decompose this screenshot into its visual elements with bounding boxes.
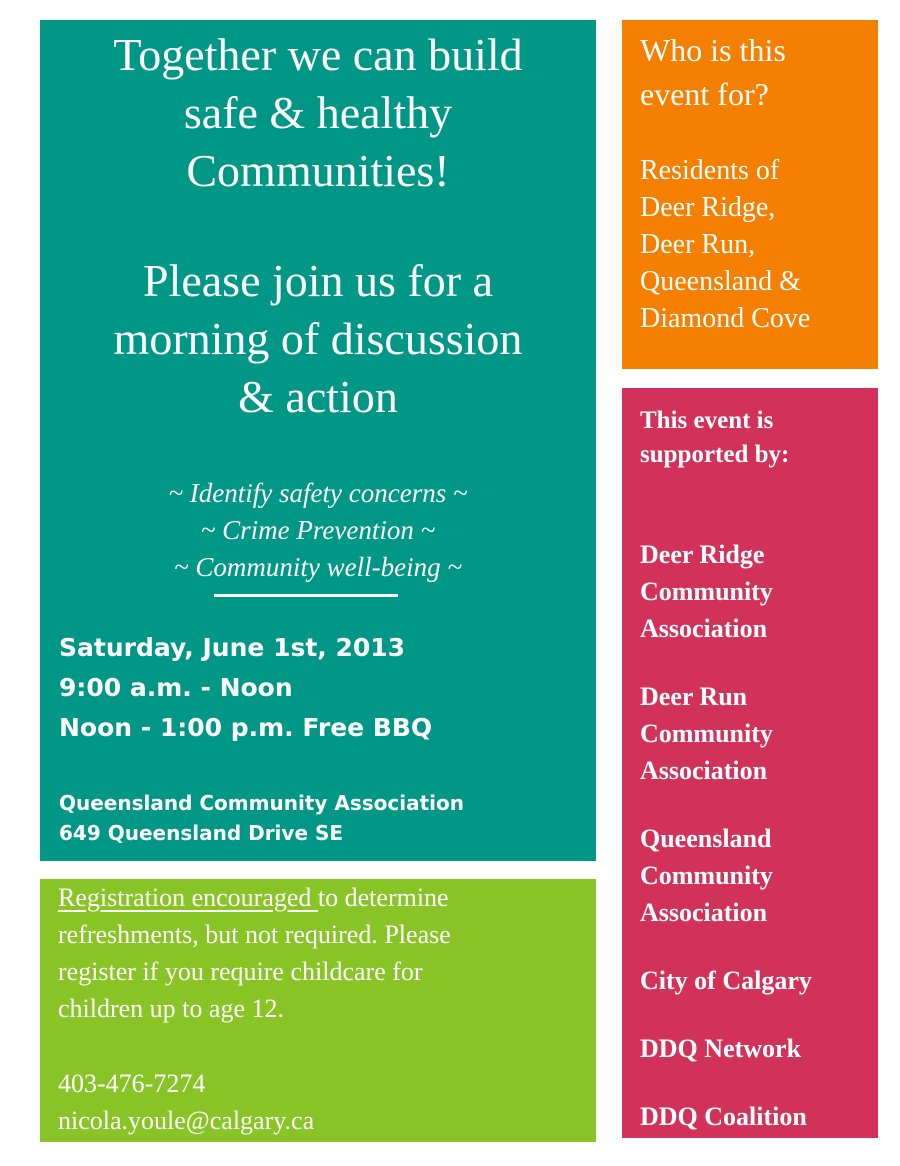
supporters-title (640, 404, 789, 472)
supporter-line: City of Calgary (640, 966, 812, 995)
supporter-line: DDQ Network (640, 1034, 802, 1063)
subheadline-line: & action (238, 371, 398, 422)
event-schedule (59, 628, 432, 748)
supporter-city-of-calgary (640, 962, 812, 999)
supporters-title-line: This event is (640, 407, 774, 434)
supporters-list (640, 536, 812, 1166)
supporter-line: Association (640, 614, 768, 643)
topics-list (40, 475, 596, 586)
headline-line: Communities! (186, 145, 450, 196)
audience-title-line: Who is this (640, 32, 786, 68)
event-date: Saturday, June 1st, 2013 (59, 633, 406, 662)
registration-emphasis: Registration encouraged (58, 883, 318, 912)
event-details-panel (40, 20, 596, 861)
registration-panel (40, 879, 596, 1142)
audience-line: Deer Ridge, (640, 192, 776, 223)
topic-item: ~ Crime Prevention ~ (200, 515, 436, 545)
registration-line: register if you require childcare for (58, 957, 423, 986)
event-time: 9:00 a.m. - Noon (59, 673, 293, 702)
registration-line-rest: to determine (317, 883, 449, 912)
audience-line: Queensland & (640, 266, 801, 297)
supporter-line: DDQ Coalition (640, 1102, 807, 1131)
supporter-line: Deer Run (640, 682, 748, 711)
headline (40, 26, 596, 200)
supporter-line: Deer Ridge (640, 540, 765, 569)
supporter-line: Association (640, 898, 768, 927)
contact-email[interactable]: nicola.youle@calgary.ca (58, 1106, 315, 1135)
supporter-ddq-coalition (640, 1098, 812, 1135)
subheadline-line: Please join us for a (142, 255, 494, 306)
audience-line: Diamond Cove (640, 303, 811, 334)
supporter-line: Association (640, 756, 768, 785)
supporter-line: Community (640, 861, 773, 890)
registration-line: children up to age 12. (58, 994, 284, 1023)
subheadline-line: morning of discussion (113, 313, 523, 364)
supporter-queensland (640, 820, 812, 931)
headline-line: Together we can build (113, 29, 523, 80)
supporter-ddq-network (640, 1030, 812, 1067)
divider (214, 594, 398, 597)
audience-list (640, 152, 810, 337)
supporter-line: Queensland (640, 824, 772, 853)
supporter-line: Community (640, 719, 773, 748)
supporter-line: Community (640, 577, 773, 606)
venue-address: 649 Queensland Drive SE (59, 821, 344, 845)
audience-title-line: event for? (640, 76, 769, 112)
topic-item: ~ Community well-being ~ (174, 552, 462, 582)
event-location (59, 788, 464, 848)
audience-panel (622, 20, 878, 369)
event-bbq-time: Noon - 1:00 p.m. Free BBQ (59, 713, 433, 742)
topic-item: ~ Identify safety concerns ~ (168, 478, 468, 508)
registration-line (58, 879, 588, 916)
registration-line: refreshments, but not required. Please (58, 920, 451, 949)
registration-text (58, 879, 588, 1027)
audience-title (640, 28, 786, 116)
subheadline (40, 252, 596, 426)
audience-line: Residents of (640, 155, 780, 186)
supporters-panel (622, 388, 878, 1138)
supporters-title-line: supported by: (640, 441, 790, 468)
supporter-deer-ridge (640, 536, 812, 647)
audience-line: Deer Run, (640, 229, 756, 260)
contact-info (58, 1065, 314, 1139)
venue-name: Queensland Community Association (59, 791, 464, 815)
headline-line: safe & healthy (183, 87, 453, 138)
supporter-deer-run (640, 678, 812, 789)
contact-phone[interactable]: 403-476-7274 (58, 1069, 206, 1098)
